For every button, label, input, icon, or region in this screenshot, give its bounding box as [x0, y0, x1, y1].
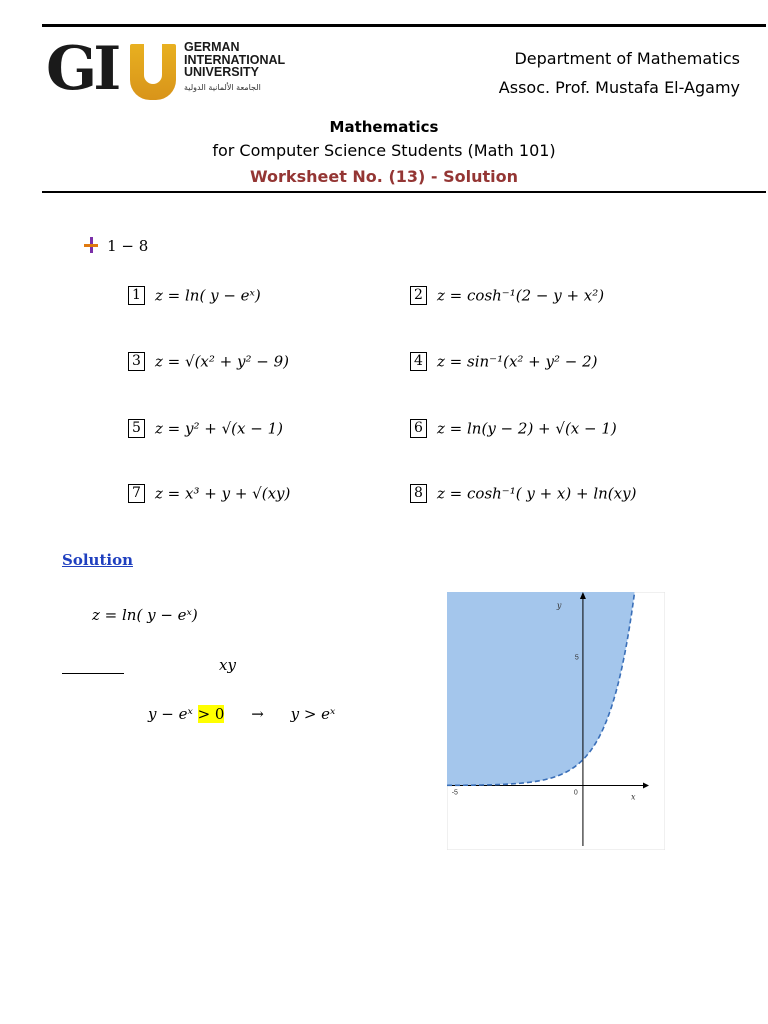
course-title: Mathematics: [329, 118, 439, 136]
problem-3: [128, 352, 289, 371]
logo-letters: GI: [46, 34, 118, 104]
condition-highlight: > 0: [197, 705, 225, 723]
solution-equation: z = ln( y − eˣ): [92, 606, 198, 624]
logo-arabic-text: الجامعة الألمانية الدولية: [184, 83, 261, 92]
problem-equation: z = ln(y − 2) + √(x − 1): [437, 419, 617, 438]
problem-equation: z = √(x² + y² − 9): [155, 352, 289, 371]
problem-equation: z = cosh⁻¹( y + x) + ln(xy): [437, 484, 637, 503]
problem-number: 8: [410, 484, 427, 503]
problem-equation: z = ln( y − eˣ): [155, 286, 261, 305]
y-tick-label: 5: [574, 654, 579, 662]
problem-1: [128, 286, 261, 305]
domain-graph-svg: [447, 592, 665, 850]
header-top-rule: [42, 24, 766, 27]
problem-number: 1: [128, 286, 145, 305]
solution-heading: Solution: [62, 551, 133, 569]
implies-arrow: →: [251, 705, 264, 723]
problem-equation: z = sin⁻¹(x² + y² − 2): [437, 352, 598, 371]
professor-name: Assoc. Prof. Mustafa El-Agamy: [498, 78, 740, 97]
x-axis-label: x: [631, 792, 636, 802]
problem-8: [410, 484, 636, 503]
course-audience: for Computer Science Students (Math 101): [212, 141, 556, 160]
logo-line-1: GERMAN: [184, 40, 240, 54]
problem-number: 4: [410, 352, 427, 371]
header-bottom-rule: [42, 191, 766, 193]
giu-logo: [46, 34, 296, 104]
problem-number: 5: [128, 419, 145, 438]
condition-right: y > eˣ: [290, 705, 336, 723]
domain-condition: [148, 705, 335, 723]
worksheet-title: Worksheet No. (13) - Solution: [249, 167, 519, 186]
problem-4: [410, 352, 598, 371]
problem-number: 7: [128, 484, 145, 503]
title-block: [0, 116, 768, 190]
problem-number: 2: [410, 286, 427, 305]
department-name: Department of Mathematics: [514, 49, 740, 68]
problem-6: [410, 419, 617, 438]
y-axis-label: y: [556, 601, 562, 610]
blank-underline: [62, 673, 124, 674]
logo-text: [184, 41, 285, 79]
domain-graph: [447, 592, 665, 850]
problem-equation: z = x³ + y + √(xy): [155, 484, 291, 503]
bullet-star-icon: [84, 237, 98, 253]
problem-2: [410, 286, 604, 305]
x-tick-label: 0: [573, 789, 578, 797]
range-label: 1 − 8: [107, 237, 149, 255]
problem-number: 6: [410, 419, 427, 438]
problem-7: [128, 484, 290, 503]
problem-equation: z = cosh⁻¹(2 − y + x²): [437, 286, 605, 305]
xy-label: xy: [219, 656, 236, 674]
department-info: [499, 44, 740, 102]
x-tick-label: -5: [451, 789, 458, 797]
condition-left: y − eˣ: [148, 705, 193, 723]
logo-line-2: INTERNATIONAL: [184, 52, 286, 67]
problem-equation: z = y² + √(x − 1): [155, 419, 283, 438]
problem-5: [128, 419, 283, 438]
logo-line-3: UNIVERSITY: [184, 65, 260, 79]
problem-number: 3: [128, 352, 145, 371]
problem-range: [84, 236, 148, 255]
logo-u-shape: [130, 44, 176, 100]
